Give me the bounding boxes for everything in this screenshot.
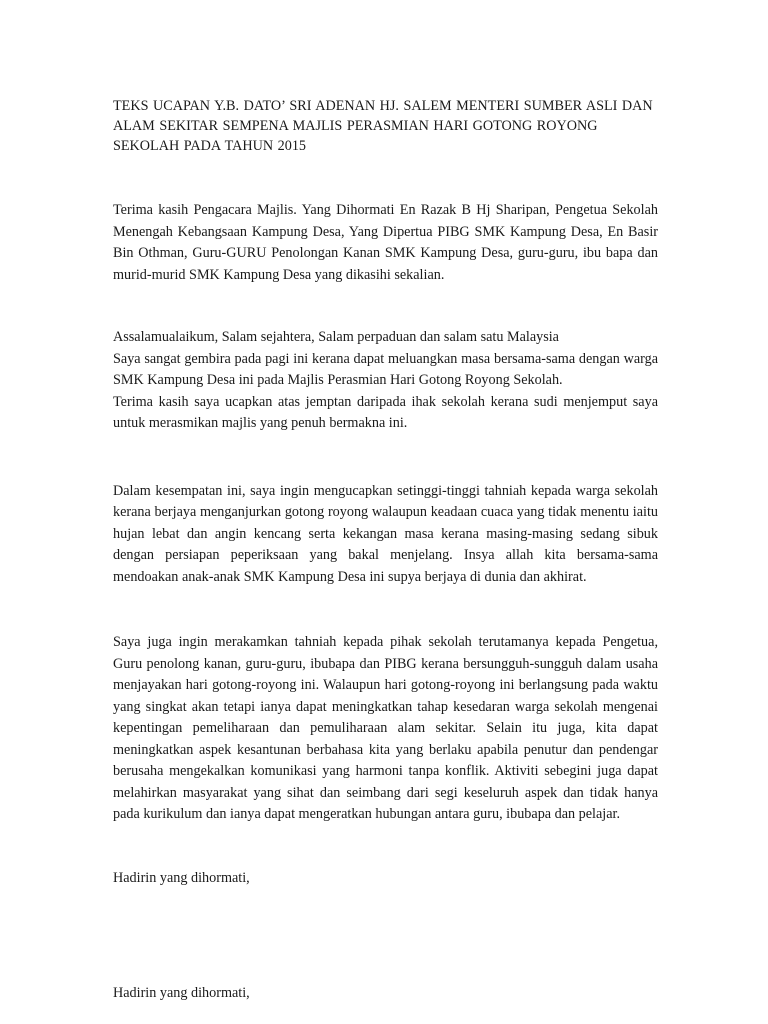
- audience-address-paragraph: Hadirin yang dihormati,: [113, 869, 250, 886]
- greeting-salutation-line: Assalamualaikum, Salam sejahtera, Salam perpaduan dan salam satu Malaysia: [113, 329, 559, 345]
- document-title: TEKS UCAPAN Y.B. DATO’ SRI ADENAN HJ. SALEM MENTERI SUMBER ASLI DAN ALAM SEKITAR SEMPENA MAJLIS PERASMIAN HARI GOTONG ROYONG SEKOLAH PADA TAHUN 2015: [113, 98, 653, 154]
- appreciation-paragraph: Saya juga ingin merakamkan tahniah kepada pihak sekolah terutamanya kepada Pengetua, Guru penolong kanan, guru-guru, ibubapa dan PIBG kerana bersungguh-sungguh dalam usaha menjayakan hari gotong-royong ini. Walaupun hari gotong-royong ini berlangsung pada waktu yang singkat akan tetapi ianya dapat meningkatkan tahap kesedaran warga sekolah mengenai kepentingan pemeliharaan dan pemuliharaan alam sekitar. Selain itu juga, kita dapat meningkatkan aspek kesantunan berbahasa kita yang berlaku apabila penutur dan pendengar berusaha mengekalkan komunikasi yang harmoni tanpa konflik. Aktiviti sebegini juga dapat melahirkan masyarakat yang sihat dan seimbang dari segi keseluruh aspek dan tidak hanya pada kurikulum dan ianya dapat mengeratkan hubungan antara guru, ibubapa dan pelajar.: [113, 634, 658, 822]
- document-page: [113, 96, 658, 889]
- greeting-thanks-line: Terima kasih saya ucapkan atas jemptan daripada ihak sekolah kerana sudi menjemput saya untuk merasmikan majlis yang penuh bermakna ini.: [113, 393, 658, 431]
- opening-acknowledgement-paragraph: Terima kasih Pengacara Majlis. Yang Dihormati En Razak B Hj Sharipan, Pengetua Sekolah Menengah Kebangsaan Kampung Desa, Yang Dipertua PIBG SMK Kampung Desa, En Basir Bin Othman, Guru-GURU Penolongan Kanan SMK Kampung Desa, guru-guru, ibu bapa dan murid-murid SMK Kampung Desa yang dikasihi sekalian.: [113, 202, 658, 283]
- footer-audience-address: Hadirin yang dihormati,: [113, 985, 250, 1001]
- greeting-paragraph: [113, 327, 658, 435]
- congratulations-paragraph: Dalam kesempatan ini, saya ingin mengucapkan setinggi-tinggi tahniah kepada warga sekolah kerana berjaya menganjurkan gotong royong walaupun keadaan cuaca yang tidak menentu iaitu hujan lebat dan angin kencang serta kekangan masa kerana masing-masing sedang sibuk dengan persiapan peperiksaan yang bakal menjelang. Insya allah kita bersama-sama mendoakan anak-anak SMK Kampung Desa ini supya berjaya di dunia dan akhirat.: [113, 482, 658, 585]
- greeting-joy-line: Saya sangat gembira pada pagi ini kerana dapat meluangkan masa bersama-sama dengan warga SMK Kampung Desa ini pada Majlis Perasmian Hari Gotong Royong Sekolah.: [113, 350, 658, 388]
